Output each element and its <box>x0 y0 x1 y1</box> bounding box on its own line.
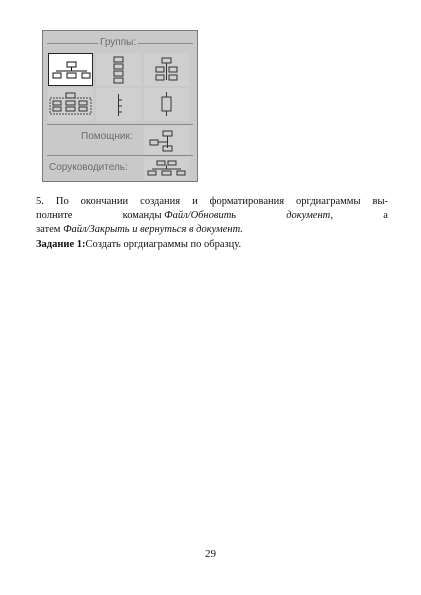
page-number: 29 <box>205 548 216 560</box>
assistant-icon <box>144 126 189 154</box>
instruction-word: полните <box>36 210 73 221</box>
left-bracket-group-icon <box>144 53 189 86</box>
instruction-line-3 <box>36 223 388 237</box>
right-bracket-group-button[interactable] <box>144 88 189 121</box>
comanager-button[interactable] <box>144 157 189 180</box>
vertical-line-group-icon <box>96 88 141 121</box>
horizontal-group-icon <box>49 54 94 87</box>
right-bracket-group-icon <box>144 88 189 121</box>
comanager-icon <box>144 157 189 180</box>
boxed-group-button[interactable] <box>48 88 93 121</box>
boxed-group-icon <box>48 88 93 121</box>
instruction-text: 5. По окончании создания и форматирования оргдиаграммы вы- <box>36 196 388 207</box>
assistant-button[interactable] <box>144 126 189 154</box>
instruction-word: документ, <box>286 210 334 221</box>
instruction-line-1 <box>36 195 388 209</box>
instruction-word: а <box>383 210 388 221</box>
instruction-line-2 <box>36 209 388 223</box>
separator-line <box>47 124 193 125</box>
instruction-word: затем <box>36 224 61 235</box>
vertical-group-icon <box>96 53 141 86</box>
task-text: Создать оргдиаграммы по образцу. <box>85 239 242 250</box>
comanager-label: Соруководитель: <box>49 162 128 173</box>
org-chart-tools-palette <box>42 30 198 182</box>
instruction-word: команды Файл/Обновить <box>122 210 237 221</box>
left-bracket-group-button[interactable] <box>144 53 189 86</box>
assistant-label: Помощник: <box>81 131 133 142</box>
horizontal-group-button[interactable] <box>48 53 93 86</box>
task-line <box>36 238 388 252</box>
groups-title: Группы: <box>100 37 137 48</box>
task-label: Задание 1: <box>36 239 86 250</box>
separator-line-2 <box>47 155 193 156</box>
command-file-close: Файл/Закрыть и вернуться в документ. <box>63 224 243 235</box>
command-file-update: Файл/Обновить <box>164 210 237 221</box>
vertical-group-button[interactable] <box>96 53 141 86</box>
vertical-line-group-button[interactable] <box>96 88 141 121</box>
